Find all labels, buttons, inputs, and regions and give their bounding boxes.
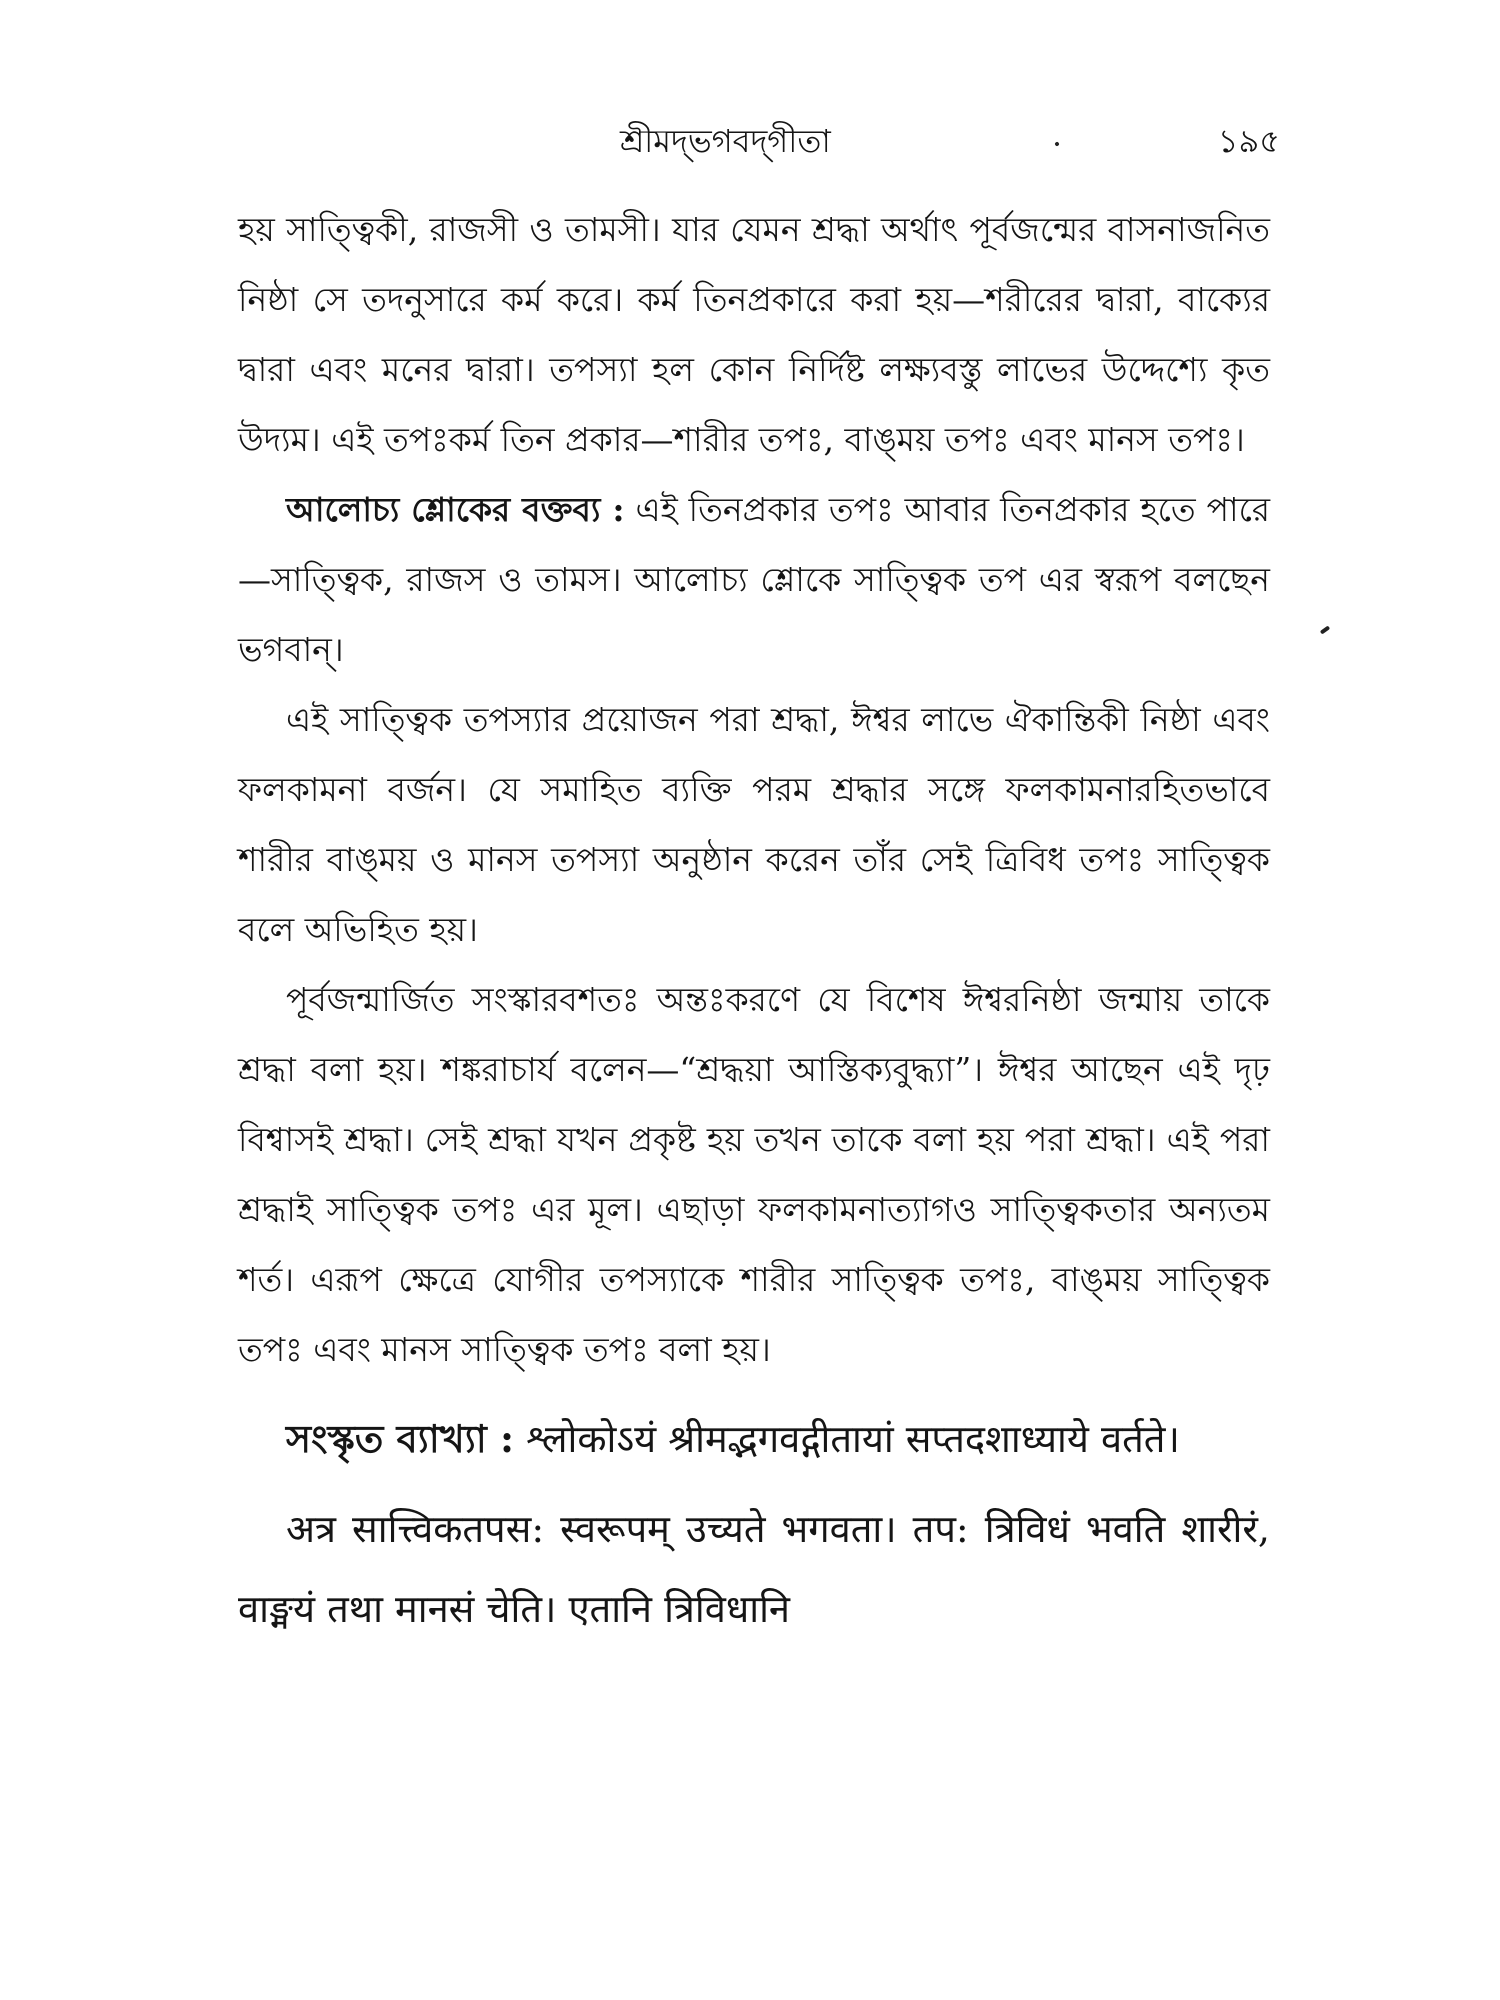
paragraph-2 <box>238 475 1270 685</box>
sanskrit-heading: সংস্কৃত ব্যাখ্যা : <box>286 1416 515 1461</box>
ink-speck <box>1320 625 1330 634</box>
running-header <box>240 118 1280 168</box>
page-number: ১৯৫ <box>1217 122 1280 160</box>
sanskrit-paragraph-1-text: श्लोकोऽयं श्रीमद्भगवद्गीतायां सप्तदशाध्याये वर्तते। <box>514 1417 1180 1461</box>
paragraph-2-heading: আলোচ্য শ্লোকের বক্তব্য : <box>286 490 625 529</box>
sanskrit-paragraph-1 <box>238 1399 1270 1479</box>
paragraph-1: হয় সাত্ত্বিকী, রাজসী ও তামসী। যার যেমন শ্রদ্ধা অর্থাৎ পূর্বজন্মের বাসনাজনিত নিষ্ঠা সে তদনুসারে কর্ম করে। কর্ম তিনপ্রকারে করা হয়—শরীরের দ্বারা, বাক্যের দ্বারা এবং মনের দ্বারা। তপস্যা হল কোন নির্দিষ্ট লক্ষ্যবস্তু লাভের উদ্দেশ্যে কৃত উদ্যম। এই তপঃকর্ম তিন প্রকার—শারীর তপঃ, বাঙ্‌ময় তপঃ এবং মানস তপঃ। <box>238 210 1270 459</box>
page-body <box>238 195 1270 1649</box>
running-title: শ্রীমদ্‌ভগবদ্‌গীতা <box>620 122 831 160</box>
paragraph-4: পূর্বজন্মার্জিত সংস্কারবশতঃ অন্তঃকরণে যে বিশেষ ঈশ্বরনিষ্ঠা জন্মায় তাকে শ্রদ্ধা বলা হয়। শঙ্করাচার্য বলেন—“শ্রদ্ধয়া আস্তিক্যবুদ্ধ্যা”। ঈশ্বর আছেন এই দৃঢ় বিশ্বাসই শ্রদ্ধা। সেই শ্রদ্ধা যখন প্রকৃষ্ট হয় তখন তাকে বলা হয় পরা শ্রদ্ধা। এই পরা শ্রদ্ধাই সাত্ত্বিক তপঃ এর মূল। এছাড়া ফলকামনাত্যাগও সাত্ত্বিকতার অন্যতম শর্ত। এরূপ ক্ষেত্রে যোগীর তপস্যাকে শারীর সাত্ত্বিক তপঃ, বাঙ্‌ময় সাত্ত্বিক তপঃ এবং মানস সাত্ত্বিক তপঃ বলা হয়। <box>238 980 1270 1369</box>
sanskrit-paragraph-2: अत्र सात्त्विकतपस: स्वरूपम् उच्यते भगवता। तप: त्रिविधं भवति शारीरं, वाङ्मयं तथा मानसं चेति। एतानि त्रिविधानि <box>238 1507 1270 1631</box>
paragraph-3: এই সাত্ত্বিক তপস্যার প্রয়োজন পরা শ্রদ্ধা, ঈশ্বর লাভে ঐকান্তিকী নিষ্ঠা এবং ফলকামনা বর্জন। যে সমাহিত ব্যক্তি পরম শ্রদ্ধার সঙ্গে ফলকামনারহিতভাবে শারীর বাঙ্‌ময় ও মানস তপস্যা অনুষ্ঠান করেন তাঁর সেই ত্রিবিধ তপঃ সাত্ত্বিক বলে অভিহিত হয়। <box>238 700 1270 949</box>
paragraph-2-text: এই তিনপ্রকার তপঃ আবার তিনপ্রকার হতে পারে—সাত্ত্বিক, রাজস ও তামস। আলোচ্য শ্লোকে সাত্ত্বিক তপ এর স্বরূপ বলছেন ভগবান্‌। <box>238 490 1270 669</box>
